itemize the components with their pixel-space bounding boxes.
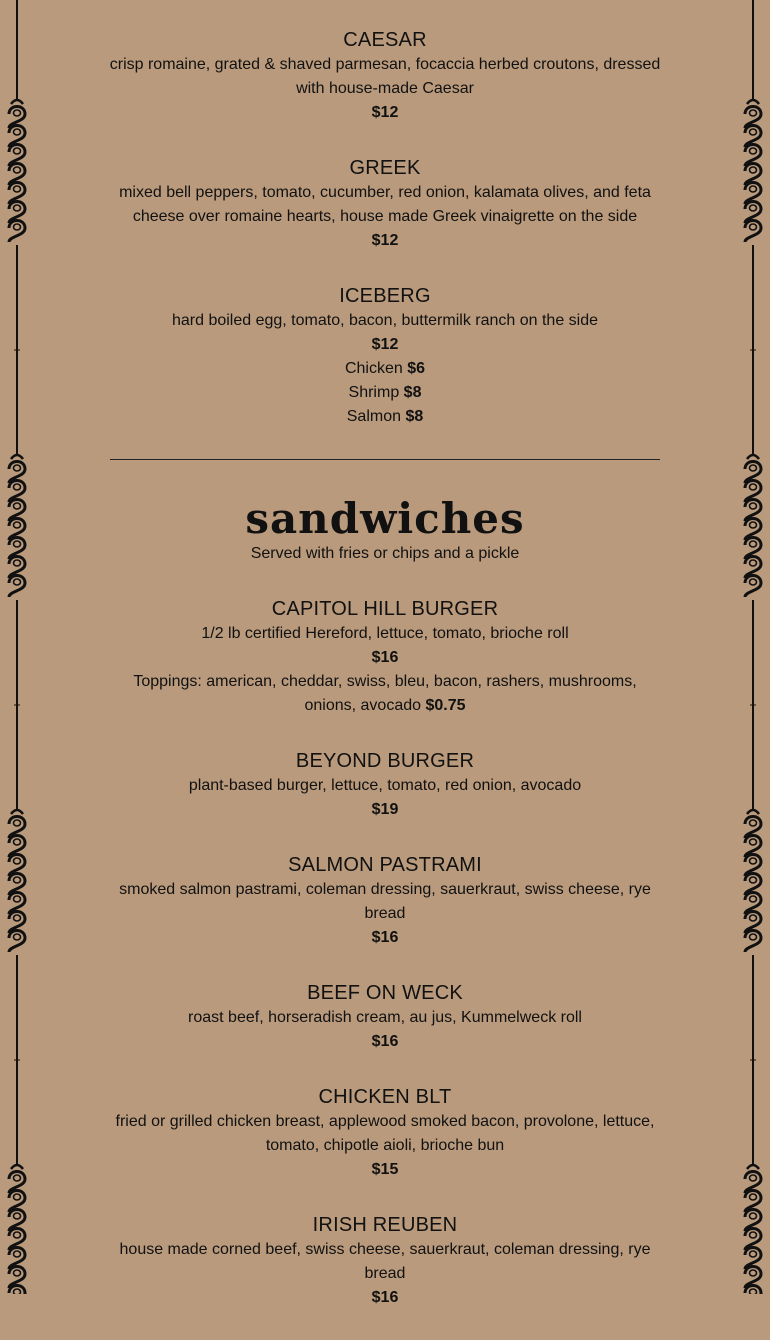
item-name: BEYOND BURGER — [295, 750, 475, 772]
item-description: hard boiled egg, tomato, bacon, buttermilk ranch on the side — [171, 312, 599, 329]
menu-item-capitol-hill-burger — [108, 596, 662, 718]
item-description: plant-based burger, lettuce, tomato, red onion, avocado — [188, 777, 582, 794]
section-title-sandwiches: sandwiches — [245, 494, 525, 543]
addon-chicken: Chicken $6 — [344, 360, 426, 377]
item-name: ICEBERG — [339, 285, 431, 307]
menu-item-greek — [108, 155, 662, 253]
item-name: BEEF ON WECK — [307, 982, 463, 1004]
item-price: $16 — [371, 929, 399, 946]
item-name: CAESAR — [343, 29, 427, 51]
item-description: house made corned beef, swiss cheese, sauerkraut, coleman dressing, rye bread — [119, 1241, 651, 1282]
item-price: $12 — [371, 336, 399, 353]
menu-item-irish-reuben — [108, 1212, 662, 1310]
item-price: $12 — [371, 232, 399, 249]
section-note: Served with fries or chips and a pickle — [250, 545, 520, 562]
item-toppings: Toppings: american, cheddar, swiss, bleu, bacon, rashers, mushrooms, onions, avocado $0.75 — [133, 673, 637, 714]
item-price: $19 — [371, 801, 399, 818]
menu-item-beyond-burger — [108, 748, 662, 822]
item-price: $15 — [371, 1161, 399, 1178]
item-description: roast beef, horseradish cream, au jus, Kummelweck roll — [188, 1009, 582, 1026]
item-price: $16 — [371, 1289, 399, 1306]
menu-content — [108, 0, 662, 1340]
menu-item-iceberg — [108, 283, 662, 429]
item-description: 1/2 lb certified Hereford, lettuce, tomato, brioche roll — [201, 625, 569, 642]
item-price: $16 — [371, 649, 399, 666]
menu-item-salmon-pastrami — [108, 852, 662, 950]
item-description: fried or grilled chicken breast, applewood smoked bacon, provolone, lettuce, tomato, chipotle aioli, brioche bun — [115, 1113, 655, 1154]
item-name: IRISH REUBEN — [312, 1214, 458, 1236]
item-description: mixed bell peppers, tomato, cucumber, red onion, kalamata olives, and feta cheese over romaine hearts, house made Greek vinaigrette on the side — [119, 184, 651, 225]
section-divider — [110, 459, 660, 460]
item-name: SALMON PASTRAMI — [288, 854, 482, 876]
addon-shrimp: Shrimp $8 — [348, 384, 422, 401]
item-description: crisp romaine, grated & shaved parmesan, focaccia herbed croutons, dressed with house-made Caesar — [109, 56, 661, 97]
menu-item-caesar — [108, 27, 662, 125]
item-name: CHICKEN BLT — [318, 1086, 452, 1108]
menu-item-beef-on-weck — [108, 980, 662, 1054]
celtic-knot-border-icon — [5, 0, 29, 1294]
addon-salmon: Salmon $8 — [346, 408, 424, 425]
item-name: GREEK — [349, 157, 421, 179]
item-description: smoked salmon pastrami, coleman dressing, sauerkraut, swiss cheese, rye bread — [119, 881, 651, 922]
left-celtic-border — [5, 0, 29, 1294]
item-price: $16 — [371, 1033, 399, 1050]
right-celtic-border — [741, 0, 765, 1294]
item-name: CAPITOL HILL BURGER — [271, 598, 499, 620]
menu-item-chicken-blt — [108, 1084, 662, 1182]
item-price: $12 — [371, 104, 399, 121]
celtic-knot-border-icon — [741, 0, 765, 1294]
